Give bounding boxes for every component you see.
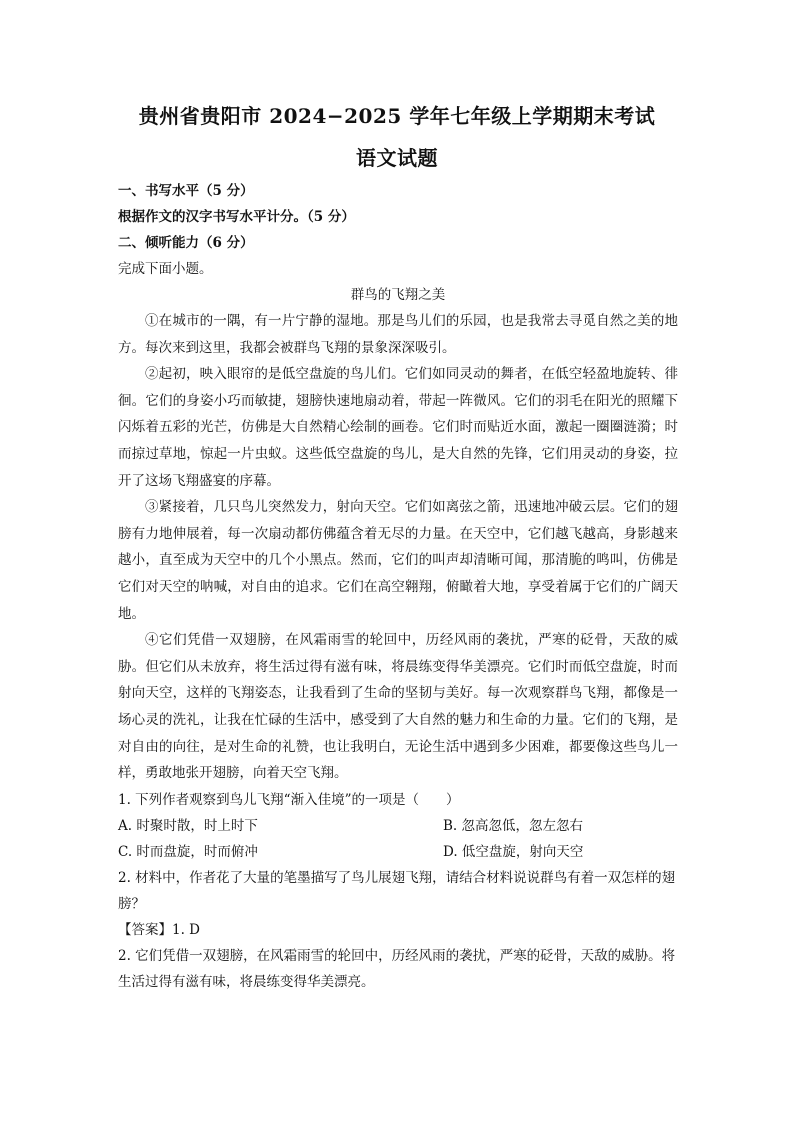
question-1-options-row-1: [118, 813, 678, 839]
question-1-option-b: B. 忽高忽低，忽左忽右: [443, 817, 584, 834]
exam-subtitle: 语文试题: [356, 146, 438, 170]
exam-title: 贵州省贵阳市 2024−2025 学年七年级上学期期末考试: [138, 104, 656, 128]
passage-paragraph-4: ④它们凭借一双翅膀，在风霜雨雪的轮回中，历经风雨的袭扰，严寒的砭骨，天敌的威胁。但它们从未放弃，将生活过得有滋有味，将晨练变得华美漂亮。它们时而低空盘旋，时而射向天空，这样的飞翔姿态，让我看到了生命的坚韧与美好。每一次观察群鸟飞翔，都像是一场心灵的洗礼，让我在忙碌的生活中，感受到了大自然的魅力和生命的力量。它们的飞翔，是对自由的向往，是对生命的礼赞，也让我明白，无论生活中遇到多少困难，都要像这些鸟儿一样，勇敢地张开翅膀，向着天空飞翔。: [118, 632, 678, 782]
question-1-options-row-2: [118, 839, 678, 865]
question-2-stem: 2. 材料中，作者花了大量的笔墨描写了鸟儿展翅飞翔，请结合材料说说群鸟有着一双怎样的翅膀？: [118, 869, 676, 912]
question-1-option-d: D. 低空盘旋，射向天空: [443, 843, 584, 860]
section2-instruction: 完成下面小题。: [118, 261, 213, 277]
section2-heading: 二、倾听能力（6 分）: [118, 235, 254, 251]
passage-paragraph-1: ①在城市的一隅，有一片宁静的湿地。那是鸟儿们的乐园，也是我常去寻觅自然之美的地方。每次来到这里，我都会被群鸟飞翔的景象深深吸引。: [118, 313, 678, 356]
question-1-option-a: A. 时聚时散，时上时下: [118, 817, 258, 834]
section1-instruction: 根据作文的汉字书写水平计分。（5 分）: [118, 209, 355, 225]
answer-label: 【答案】1. D: [118, 921, 200, 938]
answer-2: 2. 它们凭借一双翅膀，在风霜雨雪的轮回中，历经风雨的袭扰，严寒的砭骨，天敌的威胁。将生活过得有滋有味，将晨练变得华美漂亮。: [118, 947, 676, 990]
question-1-stem: 1. 下列作者观察到鸟儿飞翔“渐入佳境”的一项是（ ）: [118, 791, 460, 808]
question-1-option-c: C. 时而盘旋，时而俯冲: [118, 843, 258, 860]
document-body: [118, 178, 678, 995]
passage-paragraph-3: ③紧接着，几只鸟儿突然发力，射向天空。它们如离弦之箭，迅速地冲破云层。它们的翅膀有力地伸展着，每一次扇动都仿佛蕴含着无尽的力量。在天空中，它们越飞越高，身影越来越小，直至成为天空中的几个小黑点。然而，它们的叫声却清晰可闻，那清脆的鸣叫，仿佛是它们对天空的呐喊，对自由的追求。它们在高空翱翔，俯瞰着大地，享受着属于它们的广阔天地。: [118, 499, 678, 622]
section1-heading: 一、书写水平（5 分）: [118, 183, 254, 199]
passage-paragraph-2: ②起初，映入眼帘的是低空盘旋的鸟儿们。它们如同灵动的舞者，在低空轻盈地旋转、徘徊。它们的身姿小巧而敏捷，翅膀快速地扇动着，带起一阵微风。它们的羽毛在阳光的照耀下闪烁着五彩的光芒，仿佛是大自然精心绘制的画卷。它们时而贴近水面，激起一圈圈涟漪；时而掠过草地，惊起一片虫蚁。这些低空盘旋的鸟儿，是大自然的先锋，它们用灵动的身姿，拉开了这场飞翔盛宴的序幕。: [118, 366, 678, 489]
passage-body: [118, 308, 678, 787]
passage-title: 群鸟的飞翔之美: [350, 287, 446, 303]
